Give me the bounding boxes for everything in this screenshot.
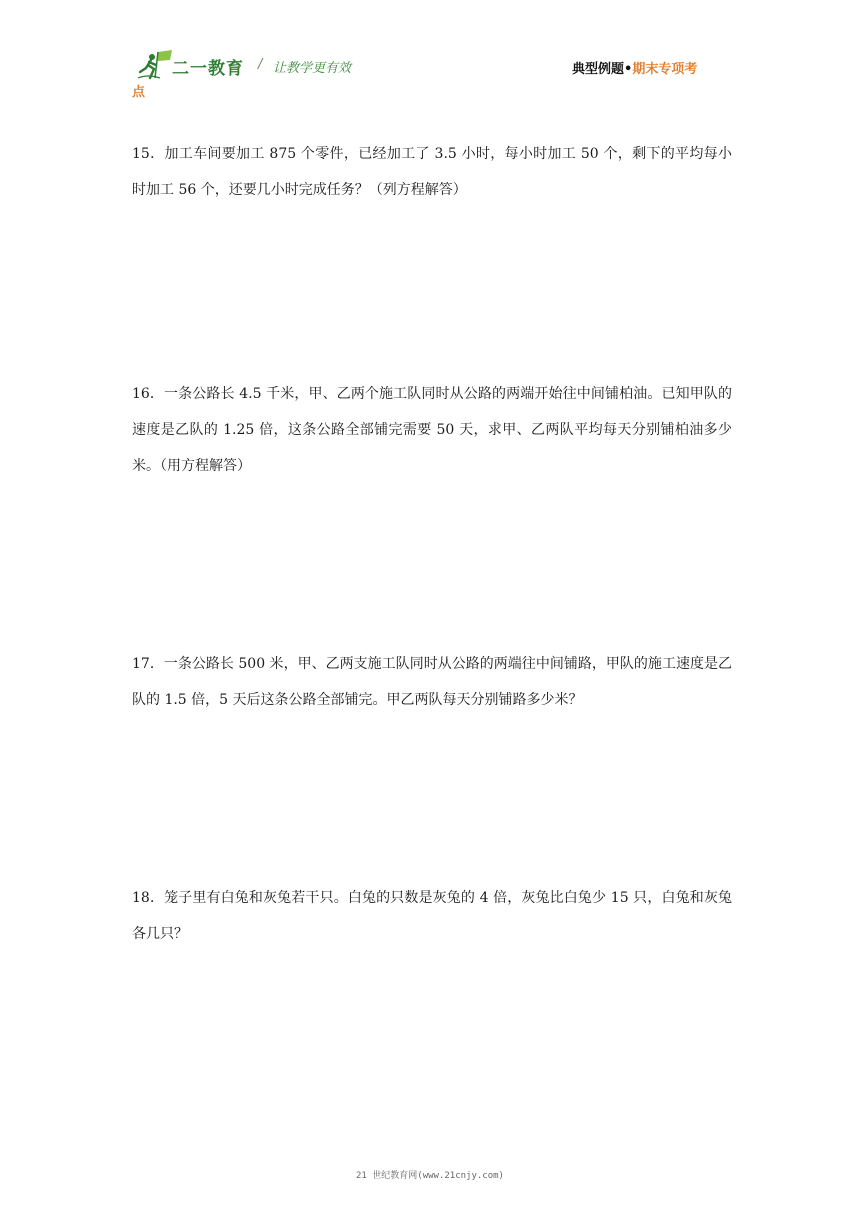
category-prefix: 典型例题 xyxy=(572,62,625,77)
document-category xyxy=(572,58,697,77)
question-16: 16．一条公路长 4.5 千米，甲、乙两个施工队同时从公路的两端开始往中间铺柏油。已知甲队的速度是乙队的 1.25 倍，这条公路全部铺完需要 50 天，求甲、乙两队平均每天分别铺柏油多少米。（用方程解答） xyxy=(132,386,732,474)
brand-name: 二一教育 xyxy=(172,59,244,79)
header-separator: / xyxy=(258,57,263,72)
brand-slogan: 让教学更有效 xyxy=(273,61,352,76)
page-header xyxy=(132,46,732,102)
category-dot: • xyxy=(624,62,633,77)
running-man-flag-logo xyxy=(136,48,176,82)
category-suffix-wrap: 点 xyxy=(132,85,146,100)
category-suffix: 期末专项考 xyxy=(632,62,698,77)
question-18: 18．笼子里有白兔和灰兔若干只。白兔的只数是灰兔的 4 倍，灰兔比白兔少 15 只，白兔和灰兔各几只？ xyxy=(132,890,732,942)
page-footer: 21 世纪教育网(www.21cnjy.com) xyxy=(356,1171,504,1181)
question-17: 17．一条公路长 500 米，甲、乙两支施工队同时从公路的两端往中间铺路，甲队的施工速度是乙队的 1.5 倍，5 天后这条公路全部铺完。甲乙两队每天分别铺路多少米？ xyxy=(132,656,732,708)
question-15: 15．加工车间要加工 875 个零件，已经加工了 3.5 小时，每小时加工 50 个，剩下的平均每小时加工 56 个，还要几小时完成任务？（列方程解答） xyxy=(132,146,732,198)
